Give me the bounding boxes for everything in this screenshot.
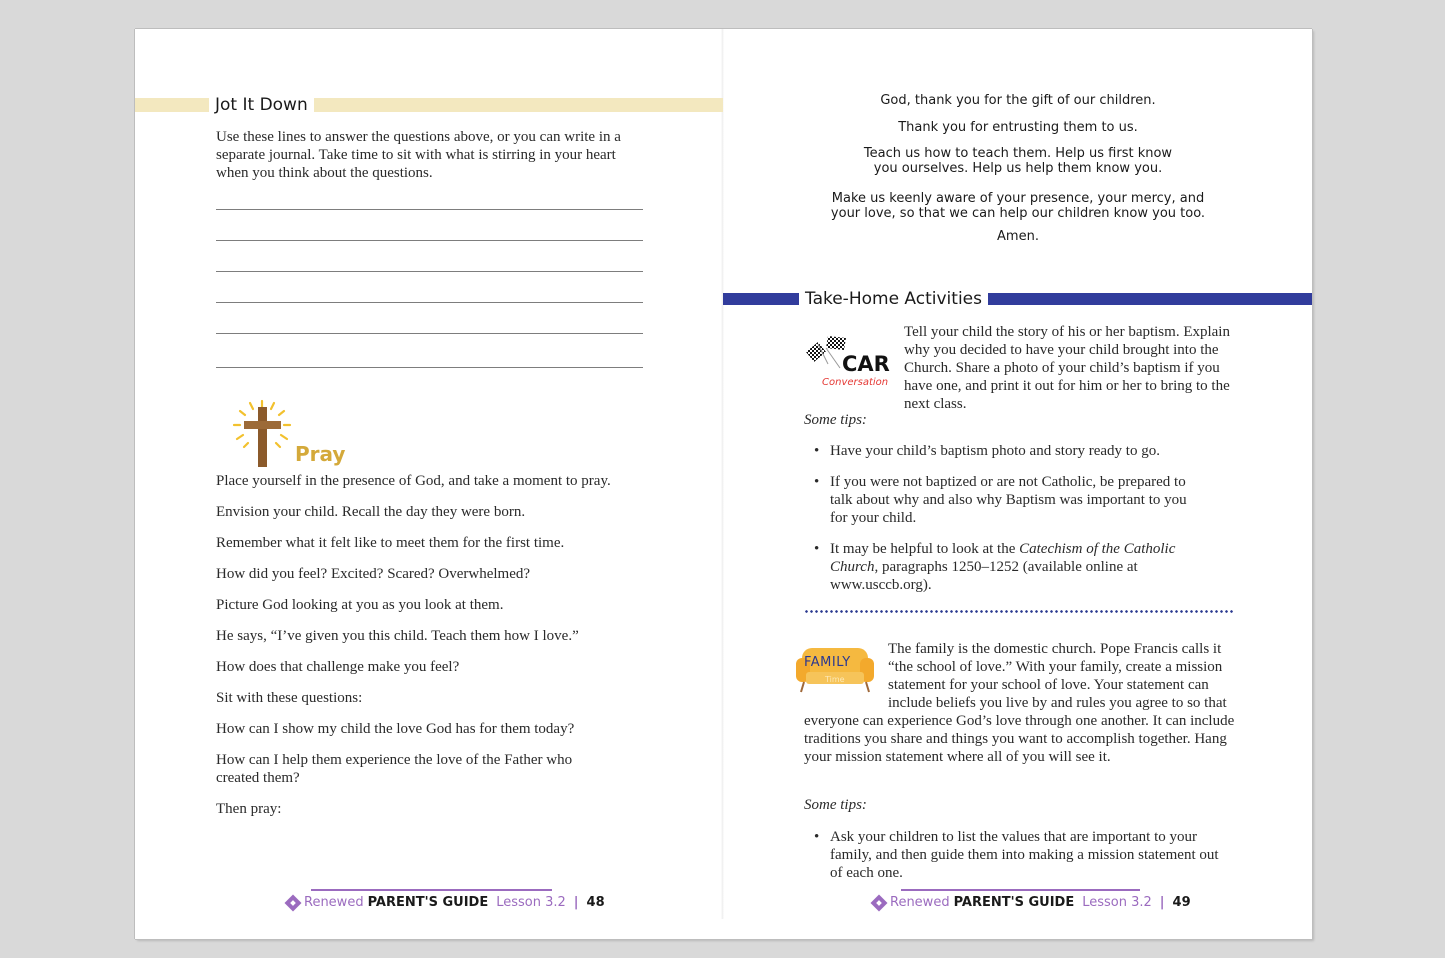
tips-label: Some tips: <box>804 412 867 428</box>
car-activity-text: Tell your child the story of his or her baptism. Explain why you decided to have your child brought into the Church. Share a photo of your child’s baptism if you have one, and print it out for him or her to bring to the next class. <box>904 324 1230 412</box>
page-footer <box>287 895 605 910</box>
family-logo-sub: Time <box>825 675 845 684</box>
pray-line: How did you feel? Excited? Scared? Overwhelmed? <box>216 566 531 582</box>
catechism-title: Catechism of the Catholic Church <box>830 541 1176 575</box>
dotted-divider <box>804 610 1234 613</box>
family-time-logo <box>804 640 888 710</box>
closing-prayer <box>763 93 1273 255</box>
footer-brand: Renewed <box>890 895 950 910</box>
tip-item: • Ask your children to list the values that are important to your family, and then guide them into making a mission statement out of each one. <box>804 828 1234 882</box>
prayer-line: God, thank you for the gift of our children. <box>880 93 1156 108</box>
writing-line[interactable] <box>216 271 643 272</box>
prayer-line: Make us keenly aware of your presence, your mercy, and your love, so that we can help our children know you too. <box>830 191 1206 221</box>
car-tips-list <box>804 442 1234 607</box>
footer-guide-title: PARENT'S GUIDE <box>367 895 489 910</box>
footer-separator: | <box>1159 895 1165 910</box>
footer-separator: | <box>573 895 579 910</box>
tip-item: • It may be helpful to look at the Catechism of the Catholic Church, paragraphs 1250–1252 (available online at www.usccb.org). <box>804 540 1234 594</box>
tip-item: • If you were not baptized or are not Catholic, be prepared to talk about why and also why Baptism was important to you for your child. <box>804 473 1234 527</box>
writing-line[interactable] <box>216 333 643 334</box>
car-logo-sub: Conversation <box>822 377 889 388</box>
cross-with-rays-icon <box>232 399 296 469</box>
take-home-header <box>723 289 1312 309</box>
pray-line: Then pray: <box>216 801 282 817</box>
jot-title: Jot It Down <box>209 94 314 116</box>
pray-line: Remember what it felt like to meet them for the first time. <box>216 535 565 551</box>
pray-line: How does that challenge make you feel? <box>216 659 460 675</box>
family-activity <box>804 640 1236 766</box>
prayer-line: Teach us how to teach them. Help us first know you ourselves. Help us help them know you. <box>863 146 1173 176</box>
pray-line: He says, “I’ve given you this child. Teach them how I love.” <box>216 628 579 644</box>
footer-rule <box>901 889 1140 891</box>
tips-label: Some tips: <box>804 797 867 813</box>
pray-line: Sit with these questions: <box>216 690 363 706</box>
jot-intro-text: Use these lines to answer the questions above, or you can write in a separate journal. Take time to sit with what is stirring in your heart when you think about the questions. <box>216 129 621 181</box>
pray-line: How can I help them experience the love of the Father who created them? <box>216 752 573 786</box>
family-logo-word: FAMILY <box>804 655 851 670</box>
take-home-title: Take-Home Activities <box>799 288 988 310</box>
pray-line: Envision your child. Recall the day they were born. <box>216 504 526 520</box>
prayer-line: Thank you for entrusting them to us. <box>898 120 1138 135</box>
page-number: 48 <box>586 895 605 910</box>
car-logo-word: CAR <box>842 352 890 376</box>
jot-it-down-header <box>135 95 723 115</box>
prayer-line: Amen. <box>997 229 1039 244</box>
renewed-logo-icon <box>285 894 302 911</box>
page-footer <box>873 895 1191 910</box>
footer-lesson: Lesson 3.2 <box>1082 895 1152 910</box>
footer-lesson: Lesson 3.2 <box>496 895 566 910</box>
pray-line: Picture God looking at you as you look at them. <box>216 597 504 613</box>
page-number: 49 <box>1172 895 1191 910</box>
writing-line[interactable] <box>216 209 643 210</box>
writing-line[interactable] <box>216 302 643 303</box>
pray-line: How can I show my child the love God has for them today? <box>216 721 575 737</box>
pray-heading: Pray <box>295 442 346 466</box>
renewed-logo-icon <box>871 894 888 911</box>
writing-line[interactable] <box>216 367 643 368</box>
car-conversation-logo <box>804 334 904 392</box>
footer-guide-title: PARENT'S GUIDE <box>953 895 1075 910</box>
tip-item: • Have your child’s baptism photo and story ready to go. <box>804 442 1234 460</box>
family-activity-text: The family is the domestic church. Pope Francis calls it “the school of love.” With your family, create a mission statement for your school of love. Your statement can include beliefs you live by and rules you agree to so that everyone can experience God’s love through one another. It can include traditions you share and things you want to accomplish together. Hang your mission statement where all of you will see it. <box>804 641 1235 765</box>
page-48 <box>135 29 723 939</box>
writing-line[interactable] <box>216 240 643 241</box>
pray-instructions <box>216 472 656 831</box>
footer-brand: Renewed <box>304 895 364 910</box>
footer-rule <box>311 889 552 891</box>
page-49 <box>723 29 1312 939</box>
family-tips-list <box>804 828 1234 895</box>
book-spread <box>135 29 1312 939</box>
pray-line: Place yourself in the presence of God, and take a moment to pray. <box>216 473 611 489</box>
